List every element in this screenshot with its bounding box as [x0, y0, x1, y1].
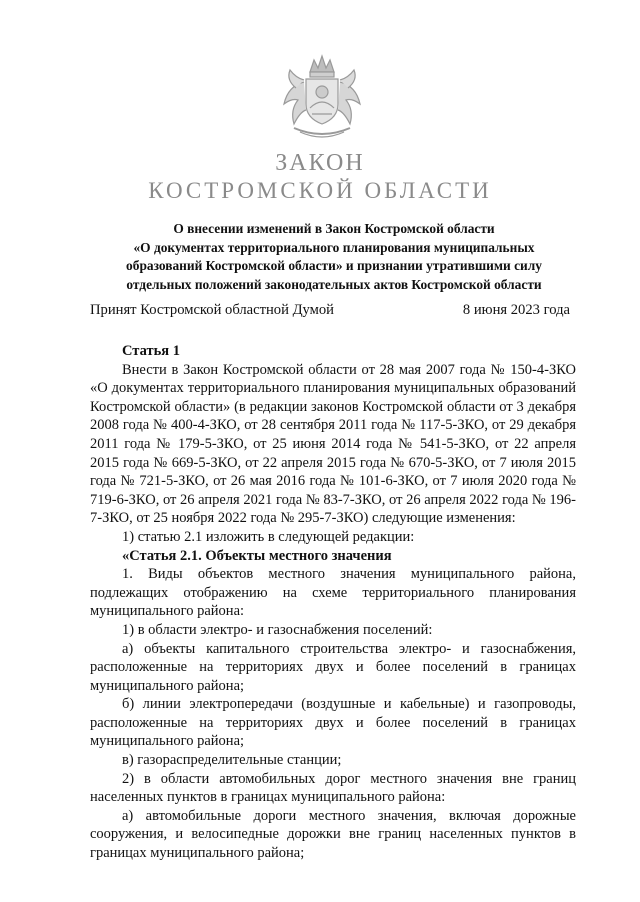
paragraph: 1. Виды объектов местного значения муниципального района, подлежащих отображению на схеме территориального планирования муниципального района: [90, 566, 576, 620]
adoption-date: 8 июня 2023 года [462, 302, 570, 318]
adoption-line [90, 302, 570, 319]
paragraph: 1) статью 2.1 изложить в следующей редакции: [122, 528, 415, 545]
header-region: КОСТРОМСКОЙ ОБЛАСТИ [148, 178, 492, 203]
paragraph: Внести в Закон Костромской области от 28 мая 2007 года № 150-4-ЗКО «О документах территориального планирования муниципальных образований Костромской области» (в редакции законов Костромской области от 3 декабря 2008 года № 400-4-ЗКО, от 28 сентября 2011 года № 117-5-ЗКО, от 29 декабря 2011 года № 179-5-ЗКО, от 25 июня 2014 года № 541-5-ЗКО, от 22 апреля 2015 года № 669-5-ЗКО, от 22 апреля 2015 года № 670-5-ЗКО, от 7 июля 2015 года № 721-5-ЗКО, от 26 мая 2016 года № 101-6-ЗКО, от 7 июля 2020 года № 719-6-ЗКО, от 26 апреля 2021 года № 83-7-ЗКО, от 26 апреля 2022 года № 196-7-ЗКО, от 25 ноября 2022 года № 295-7-ЗКО) следующие изменения: [90, 361, 576, 527]
article-heading: Статья 1 [122, 343, 180, 359]
paragraph: в) газораспределительные станции; [122, 752, 342, 769]
header-law: ЗАКОН [275, 150, 365, 176]
adopted-by: Принят Костромской областной Думой [90, 302, 334, 318]
title-line: отдельных положений законодательных актов Костромской области [126, 276, 542, 292]
paragraph: б) линии электропередачи (воздушные и кабельные) и газопроводы, расположенные на территориях двух и более поселений в границах муниципального района; [90, 696, 576, 750]
title-line: О внесении изменений в Закон Костромской области [173, 221, 495, 236]
paragraph: 1) в области электро- и газоснабжения поселений: [122, 621, 433, 638]
paragraph: а) объекты капитального строительства электро- и газоснабжения, расположенные на территориях двух и более поселений в границах муниципального района; [90, 640, 576, 694]
coat-of-arms-emblem [274, 52, 370, 144]
paragraph: 2) в области автомобильных дорог местного значения вне границ населенных пунктов в границах муниципального района: [90, 770, 576, 806]
document-body [90, 342, 576, 863]
title-line: «О документах территориального планирования муниципальных [133, 239, 535, 255]
title-line: образований Костромской области» и признании утратившими силу [126, 258, 542, 273]
document-title [84, 220, 584, 294]
paragraph: а) автомобильные дороги местного значения, включая дорожные сооружения, и велосипедные дорожки вне границ населенных пунктов в границах муниципального района; [90, 807, 576, 862]
article-subheading: «Статья 2.1. Объекты местного значения [122, 547, 392, 564]
